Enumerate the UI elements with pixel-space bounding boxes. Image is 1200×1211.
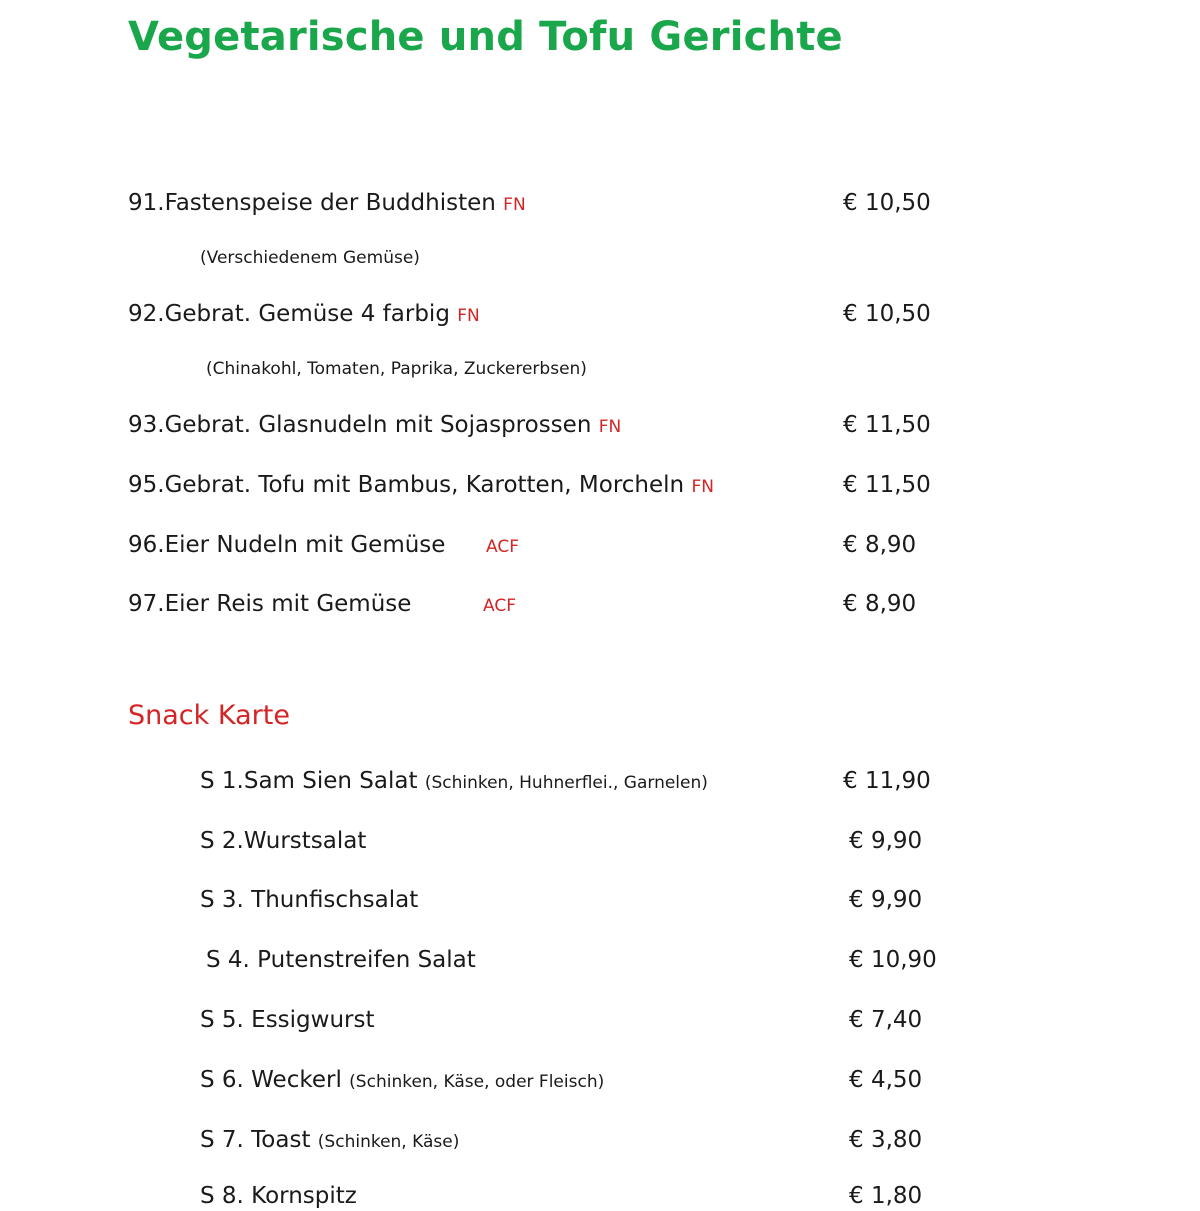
- snack-item-s2: [200, 826, 366, 856]
- allergen-code: FN: [598, 417, 622, 437]
- item-name: S 6. Weckerl: [200, 1067, 342, 1093]
- item-price: € 3,80: [849, 1127, 923, 1153]
- snack-item-s8: [200, 1181, 357, 1211]
- item-price: € 10,50: [843, 190, 931, 216]
- item-price: € 11,90: [843, 768, 931, 794]
- item-price: € 8,90: [843, 532, 917, 558]
- item-name: S 4. Putenstreifen Salat: [206, 947, 476, 973]
- item-price: € 9,90: [849, 887, 923, 913]
- allergen-code: FN: [503, 195, 526, 215]
- item-name: S 1.Sam Sien Salat: [200, 768, 418, 794]
- menu-item-96-code: [486, 530, 519, 562]
- item-detail: (Schinken, Huhnerflei., Garnelen): [424, 773, 708, 793]
- item-price: € 8,90: [843, 591, 917, 617]
- item-name: 91.Fastenspeise der Buddhisten: [128, 190, 496, 216]
- item-name: S 2.Wurstsalat: [200, 828, 367, 854]
- menu-item-91: [128, 188, 526, 220]
- item-price: € 10,90: [849, 947, 937, 973]
- menu-item-97: [128, 589, 411, 619]
- item-name: S 5. Essigwurst: [200, 1007, 375, 1033]
- snack-item-s3: [200, 885, 418, 915]
- item-price: € 10,50: [843, 301, 931, 327]
- item-name: S 8. Kornspitz: [200, 1183, 357, 1209]
- item-price: € 1,80: [849, 1183, 923, 1209]
- item-name: S 7. Toast: [200, 1127, 311, 1153]
- allergen-code: ACF: [483, 596, 516, 616]
- item-price: € 11,50: [843, 472, 931, 498]
- snack-item-s7: [200, 1125, 459, 1157]
- allergen-code: FN: [457, 306, 480, 326]
- item-name: 92.Gebrat. Gemüse 4 farbig: [128, 301, 450, 327]
- snack-item-s1: [200, 766, 708, 798]
- menu-item-97-code: [483, 589, 516, 621]
- item-detail: (Schinken, Käse): [317, 1132, 460, 1152]
- item-name: 93.Gebrat. Glasnudeln mit Sojasprossen: [128, 412, 592, 438]
- item-name: S 3. Thunfischsalat: [200, 887, 419, 913]
- item-price: € 9,90: [849, 828, 923, 854]
- page-title: Vegetarische und Tofu Gerichte: [128, 14, 843, 60]
- item-name: 95.Gebrat. Tofu mit Bambus, Karotten, Morcheln: [128, 472, 685, 498]
- item-price: € 7,40: [849, 1007, 923, 1033]
- item-detail: (Schinken, Käse, oder Fleisch): [349, 1072, 605, 1092]
- menu-item-93: [128, 410, 621, 442]
- snack-item-s6: [200, 1065, 604, 1097]
- section-title-snack: Snack Karte: [128, 700, 290, 731]
- menu-item-92: [128, 299, 480, 331]
- menu-item-96: [128, 530, 445, 560]
- snack-item-s4: [206, 945, 476, 975]
- item-name: 97.Eier Reis mit Gemüse: [128, 591, 412, 617]
- allergen-code: ACF: [486, 537, 519, 557]
- menu-item-95: [128, 470, 714, 502]
- snack-item-s5: [200, 1005, 375, 1035]
- item-note: (Chinakohl, Tomaten, Paprika, Zuckererbsen): [206, 359, 587, 379]
- item-note: (Verschiedenem Gemüse): [200, 248, 420, 268]
- item-price: € 4,50: [849, 1067, 923, 1093]
- item-name: 96.Eier Nudeln mit Gemüse: [128, 532, 446, 558]
- allergen-code: FN: [691, 477, 714, 497]
- item-price: € 11,50: [843, 412, 931, 438]
